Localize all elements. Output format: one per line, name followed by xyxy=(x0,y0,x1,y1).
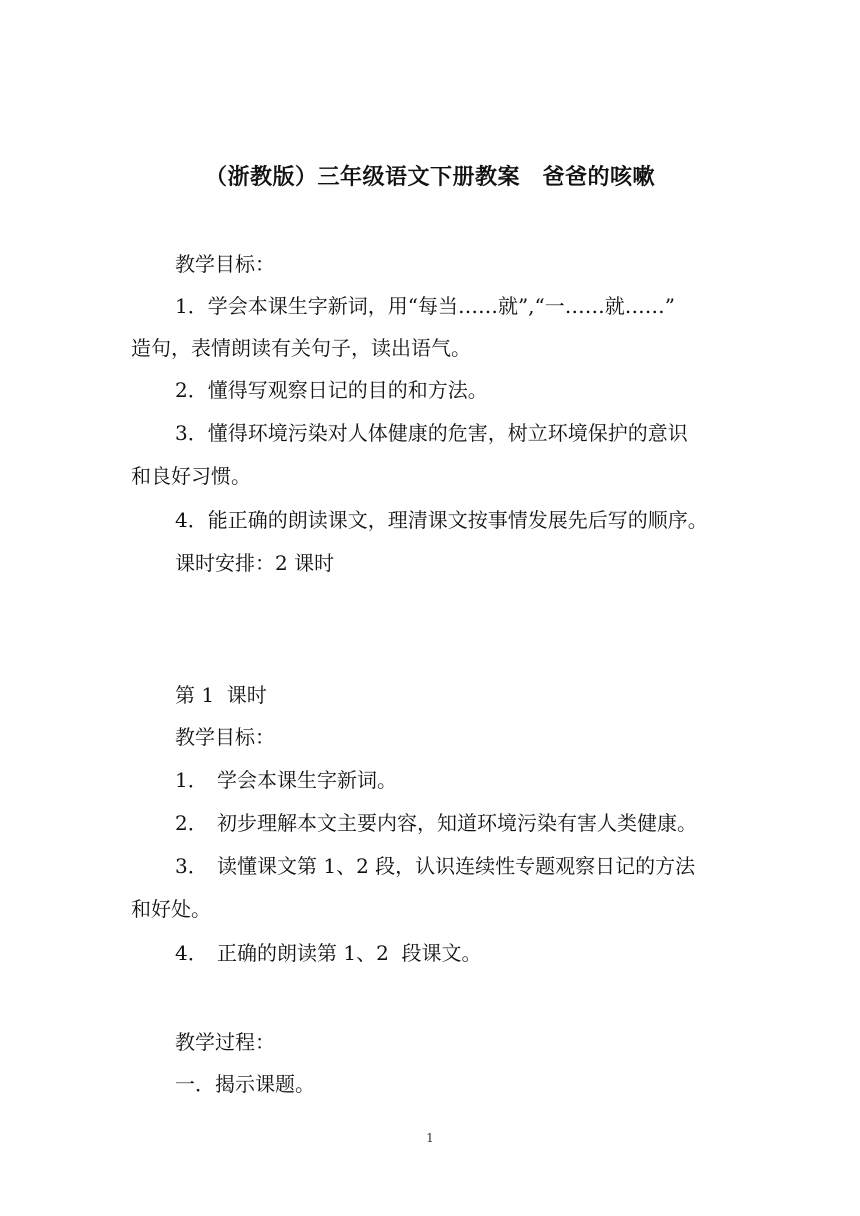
item-number: 3． xyxy=(175,854,208,878)
lesson-1-item xyxy=(175,768,397,792)
goal-2: 2．懂得写观察日记的目的和方法。 xyxy=(175,378,488,402)
lesson-1-item xyxy=(175,854,695,878)
goal-1-line-2: 造句，表情朗读有关句子，读出语气。 xyxy=(131,336,471,360)
item-number: 2． xyxy=(175,811,208,835)
schedule: 课时安排：2 课时 xyxy=(175,551,335,575)
goal-3-line-2: 和良好习惯。 xyxy=(131,464,251,488)
goals-heading: 教学目标： xyxy=(175,252,275,276)
process-step-1: 一．揭示课题。 xyxy=(175,1072,315,1096)
goal-1-line-1: 1．学会本课生字新词，用“每当……就”,“一……就……” xyxy=(175,294,675,318)
item-text: 学会本课生字新词。 xyxy=(217,768,397,792)
item-number: 1． xyxy=(175,768,208,792)
lesson-1-item xyxy=(175,811,697,835)
item-number: 4． xyxy=(175,941,208,965)
lesson-1-heading: 第 1 课时 xyxy=(175,683,267,707)
lesson-1-item-3-continuation: 和好处。 xyxy=(131,897,211,921)
goal-4: 4．能正确的朗读课文，理清课文按事情发展先后写的顺序。 xyxy=(175,508,708,532)
item-text: 读懂课文第 1、2 段，认识连续性专题观察日记的方法 xyxy=(217,854,696,878)
goal-3-line-1: 3．懂得环境污染对人体健康的危害，树立环境保护的意识 xyxy=(175,421,688,445)
document-title: （浙教版）三年级语文下册教案 爸爸的咳嗽 xyxy=(204,164,655,190)
lesson-1-item xyxy=(175,941,482,965)
lesson-1-goals-heading: 教学目标： xyxy=(175,725,275,749)
process-heading: 教学过程： xyxy=(175,1030,275,1054)
page-number: 1 xyxy=(426,1131,434,1145)
item-text: 初步理解本文主要内容，知道环境污染有害人类健康。 xyxy=(217,811,697,835)
item-text: 正确的朗读第 1、2 段课文。 xyxy=(217,941,482,965)
